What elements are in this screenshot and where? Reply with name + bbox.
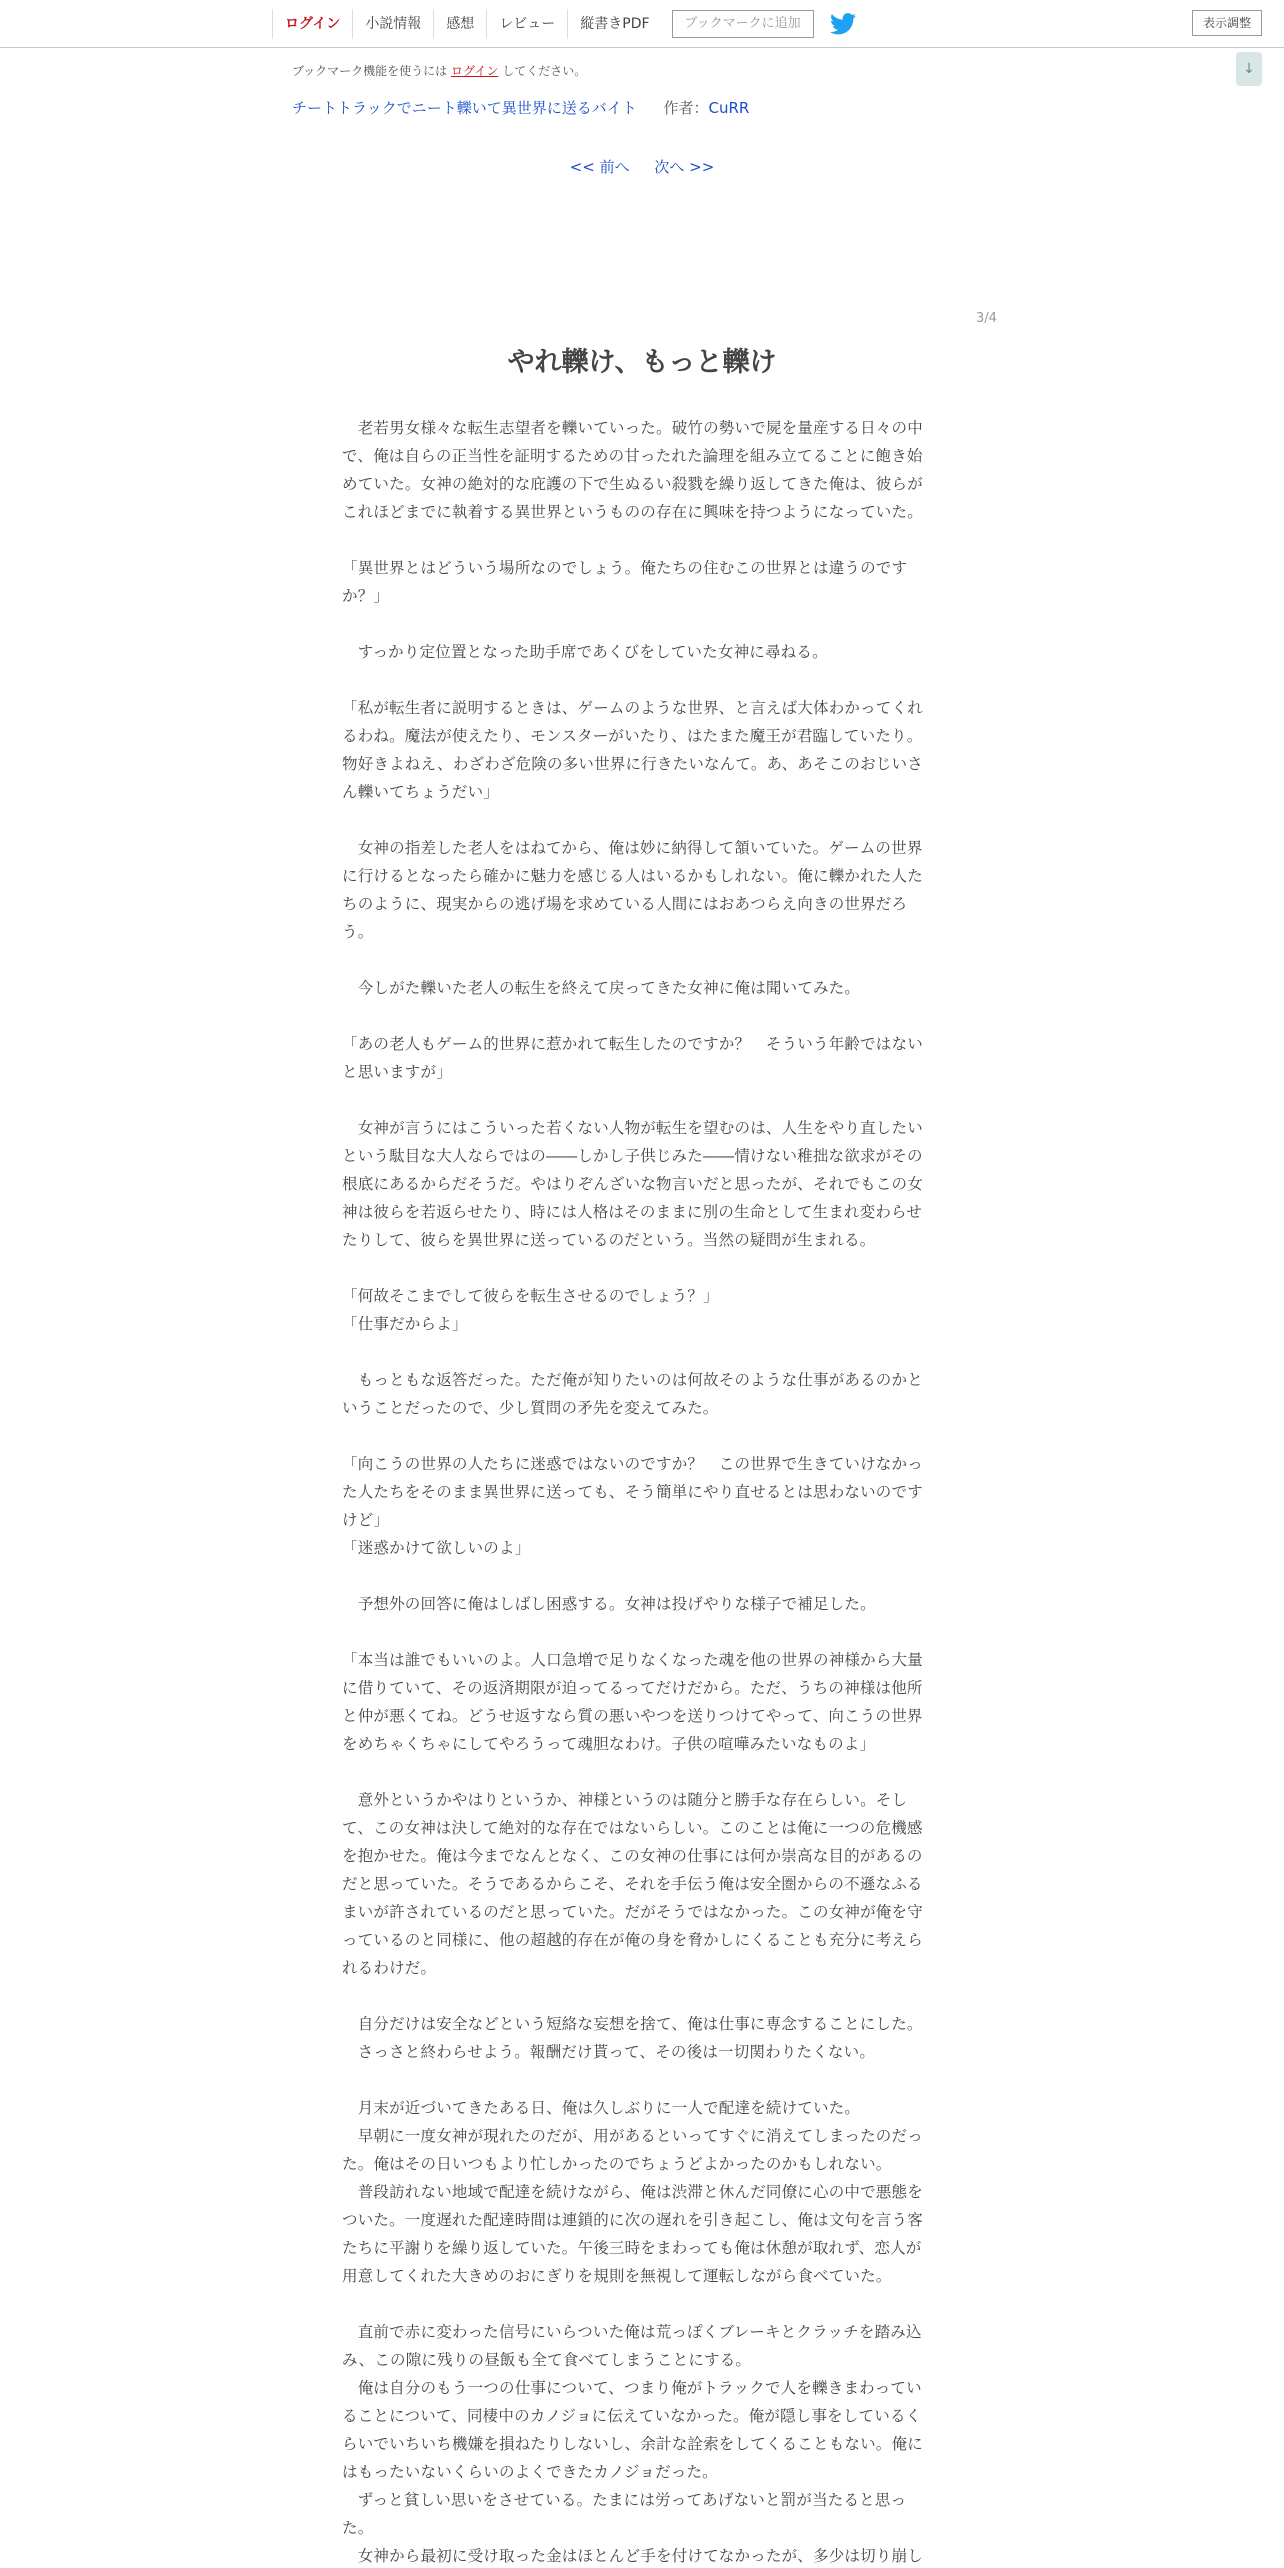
page-count: 3/4 bbox=[976, 311, 997, 326]
text-line: 予想外の回答に俺はしばし困惑する。女神は投げやりな様子で補足した。 bbox=[342, 1595, 876, 1613]
text-line: を抱かせた。俺は今までなんとなく、この女神の仕事には何か崇高な目的があるの bbox=[342, 1847, 923, 1865]
text-line: 女神が言うにはこういった若くない人物が転生を望むのは、人生をやり直したい bbox=[342, 1119, 923, 1137]
text-line: 早朝に一度女神が現れたのだが、用があるといってすぐに消えてしまったのだっ bbox=[342, 2127, 923, 2145]
login-link[interactable]: ログイン bbox=[272, 9, 352, 39]
text-line: 「本当は誰でもいいのよ。人口急増で足りなくなった魂を他の世界の神様から大量 bbox=[342, 1651, 923, 1669]
text-line: 自分だけは安全などという短絡な妄想を捨て、俺は仕事に専念することにした。 bbox=[342, 2015, 923, 2033]
text-line: ついた。一度遅れた配達時間は連鎖的に次の遅れを引き起こし、俺は文句を言う客 bbox=[342, 2211, 923, 2229]
text-line: 直前で赤に変わった信号にいらついた俺は荒っぽくブレーキとクラッチを踏み込 bbox=[342, 2323, 922, 2341]
text-line: と仲が悪くてね。どうせ返すなら質の悪いやつを送りつけてやって、向こうの世界 bbox=[342, 1707, 923, 1725]
text-line: という駄目な大人ならではの――しかし子供じみた――情けない稚拙な欲求がその bbox=[342, 1147, 923, 1165]
text-line: 用意してくれた大きめのおにぎりを規則を無視して運転しながら食べていた。 bbox=[342, 2267, 892, 2285]
text-line: た。 bbox=[342, 2519, 374, 2537]
text-line: 「迷惑かけて欲しいのよ」 bbox=[342, 1539, 531, 1557]
notice-login-link[interactable]: ログイン bbox=[451, 64, 499, 78]
text-line: に借りていて、その返済期限が迫ってるってだけだから。ただ、うちの神様は他所 bbox=[342, 1679, 923, 1697]
text-line: 女神の指差した老人をはねてから、俺は妙に納得して頷いていた。ゲームの世界 bbox=[342, 839, 923, 857]
text-line: 神は彼らを若返らせたり、時には人格はそのままに別の生命として生まれ変わらせ bbox=[342, 1203, 922, 1221]
author-label: 作者： bbox=[663, 99, 709, 117]
text-line: らいでいちいち機嫌を損ねたりしないし、余計な詮索をしてくることもない。俺に bbox=[342, 2435, 923, 2453]
text-line: 月末が近づいてきたある日、俺は久しぶりに一人で配達を続けていた。 bbox=[342, 2099, 861, 2117]
text-line: ずっと貧しい思いをさせている。たまには労ってあげないと罰が当たると思っ bbox=[342, 2491, 907, 2509]
text-line: だと思っていた。そうであるからこそ、それを手伝う俺は安全圏からの不遜なふる bbox=[342, 1875, 923, 1893]
text-line: た人たちをそのまま異世界に送っても、そう簡単にやり直せるとは思わないのです bbox=[342, 1483, 923, 1501]
text-line: さっさと終わらせよう。報酬だけ貰って、その後は一切関わりたくない。 bbox=[342, 2043, 876, 2061]
text-line: 「何故そこまでして彼らを転生させるのでしょう？」 bbox=[342, 1287, 719, 1305]
text-line: めていた。女神の絶対的な庇護の下で生ぬるい殺戮を繰り返してきた俺は、彼らが bbox=[342, 475, 923, 493]
blank-line bbox=[342, 1562, 936, 1590]
text-line: ることについて、同棲中のカノジョに伝えていなかった。俺が隠し事をしているく bbox=[342, 2407, 922, 2425]
text-line: まいが許されているのだと思っていた。だがそうではなかった。この女神が俺を守 bbox=[342, 1903, 923, 1921]
text-line: けど」 bbox=[342, 1511, 390, 1529]
text-line: 老若男女様々な転生志望者を轢いていった。破竹の勢いで屍を量産する日々の中 bbox=[342, 419, 923, 437]
twitter-icon[interactable] bbox=[830, 13, 856, 35]
text-line: う。 bbox=[342, 923, 374, 941]
blank-line bbox=[342, 1422, 936, 1450]
text-line: 「あの老人もゲーム的世界に惹かれて転生したのですか？ そういう年齢ではない bbox=[342, 1035, 923, 1053]
text-line: ちのように、現実からの逃げ場を求めている人間にはおあつらえ向きの世界だろ bbox=[342, 895, 908, 913]
blank-line bbox=[342, 1086, 936, 1114]
novel-title-link[interactable]: チートトラックでニート轢いて異世界に送るバイト bbox=[292, 99, 637, 117]
text-line: はもったいないくらいのよくできたカノジョだった。 bbox=[342, 2463, 718, 2481]
text-line: たちに平謝りを繰り返していた。午後三時をまわっても俺は休憩が取れず、恋人が bbox=[342, 2239, 922, 2257]
text-line: み、この隙に残りの昼飯も全て食べてしまうことにする。 bbox=[342, 2351, 752, 2369]
text-line: すっかり定位置となった助手席であくびをしていた女神に尋ねる。 bbox=[342, 643, 828, 661]
top-navigation-bar bbox=[0, 0, 1284, 48]
text-line: 俺は自分のもう一つの仕事について、つまり俺がトラックで人を轢きまわってい bbox=[342, 2379, 922, 2397]
blank-line bbox=[342, 2290, 936, 2318]
text-line: これほどまでに執着する異世界というものの存在に興味を持つようになっていた。 bbox=[342, 503, 923, 521]
text-line: っているのと同様に、他の超越的存在が俺の身を脅かしにくることも充分に考えら bbox=[342, 1931, 923, 1949]
text-line: 女神から最初に受け取った金はほとんど手を付けてなかったが、多少は切り崩し bbox=[342, 2547, 923, 2565]
text-line: 「向こうの世界の人たちに迷惑ではないのですか？ この世界で生きていけなかっ bbox=[342, 1455, 923, 1473]
notice-suffix: してください。 bbox=[502, 64, 587, 78]
text-line: と思いますが」 bbox=[342, 1063, 452, 1081]
text-line: て、この女神は決して絶対的な存在ではないらしい。このことは俺に一つの危機感 bbox=[342, 1819, 923, 1837]
nav-menu bbox=[272, 8, 856, 40]
chapter-title: やれ轢け、もっと轢け bbox=[507, 347, 777, 378]
blank-line bbox=[342, 610, 936, 638]
blank-line bbox=[342, 526, 936, 554]
chapter-pager bbox=[0, 156, 1284, 177]
text-line: 意外というかやはりというか、神様というのは随分と勝手な存在らしい。そし bbox=[342, 1791, 908, 1809]
text-line: 「仕事だからよ」 bbox=[342, 1315, 468, 1333]
novel-info-link[interactable]: 小説情報 bbox=[352, 9, 433, 39]
text-line: 根底にあるからだそうだ。やはりぞんざいな物言いだと思ったが、それでもこの女 bbox=[342, 1175, 923, 1193]
scroll-down-button[interactable]: ↓ bbox=[1236, 52, 1262, 86]
vertical-pdf-link[interactable]: 縦書きPDF bbox=[567, 9, 661, 39]
novel-body bbox=[342, 414, 936, 2568]
text-line: るわね。魔法が使えたり、モンスターがいたり、はたまた魔王が君臨していたり。 bbox=[342, 727, 923, 745]
text-line: で、俺は自らの正当性を証明するための甘ったれた論理を組み立てることに飽き始 bbox=[342, 447, 923, 465]
text-line: たりして、彼らを異世界に送っているのだという。当然の疑問が生まれる。 bbox=[342, 1231, 876, 1249]
bookmark-login-notice bbox=[292, 62, 586, 79]
text-line: をめちゃくちゃにしてやろうって魂胆なわけ。子供の喧嘩みたいなものよ」 bbox=[342, 1735, 876, 1753]
text-line: ん轢いてちょうだい」 bbox=[342, 783, 500, 801]
text-line: 「異世界とはどういう場所なのでしょう。俺たちの住むこの世界とは違うのです bbox=[342, 559, 908, 577]
blank-line bbox=[342, 1758, 936, 1786]
text-line: 「私が転生者に説明するときは、ゲームのような世界、と言えば大体わかってくれ bbox=[342, 699, 923, 717]
blank-line bbox=[342, 1254, 936, 1282]
text-line: に行けるとなったら確かに魅力を感じる人はいるかもしれない。俺に轢かれた人た bbox=[342, 867, 923, 885]
text-line: 物好きよねえ、わざわざ危険の多い世界に行きたいなんて。あ、あそこのおじいさ bbox=[342, 755, 923, 773]
prev-chapter-link[interactable]: << 前へ bbox=[569, 158, 630, 176]
review-link[interactable]: レビュー bbox=[486, 9, 567, 39]
blank-line bbox=[342, 2066, 936, 2094]
novel-header bbox=[292, 97, 749, 118]
text-line: 普段訪れない地域で配達を続けながら、俺は渋滞と休んだ同僚に心の中で悪態を bbox=[342, 2183, 923, 2201]
blank-line bbox=[342, 806, 936, 834]
text-line: か？」 bbox=[342, 587, 390, 605]
blank-line bbox=[342, 1982, 936, 2010]
text-line: た。俺はその日いつもより忙しかったのでちょうどよかったのかもしれない。 bbox=[342, 2155, 892, 2173]
display-settings-button[interactable]: 表示調整 bbox=[1192, 10, 1262, 36]
text-line: 今しがた轢いた老人の転生を終えて戻ってきた女神に俺は聞いてみた。 bbox=[342, 979, 861, 997]
text-line: いうことだったので、少し質問の矛先を変えてみた。 bbox=[342, 1399, 719, 1417]
text-line: れるわけだ。 bbox=[342, 1959, 437, 1977]
impressions-link[interactable]: 感想 bbox=[433, 9, 486, 39]
notice-prefix: ブックマーク機能を使うには bbox=[292, 64, 448, 78]
text-line: もっともな返答だった。ただ俺が知りたいのは何故そのような仕事があるのかと bbox=[342, 1371, 923, 1389]
blank-line bbox=[342, 666, 936, 694]
next-chapter-link[interactable]: 次へ >> bbox=[654, 158, 715, 176]
blank-line bbox=[342, 1618, 936, 1646]
blank-line bbox=[342, 1338, 936, 1366]
blank-line bbox=[342, 946, 936, 974]
add-bookmark-button[interactable]: ブックマークに追加 bbox=[672, 10, 814, 38]
author-link[interactable]: CuRR bbox=[708, 99, 750, 117]
blank-line bbox=[342, 1002, 936, 1030]
